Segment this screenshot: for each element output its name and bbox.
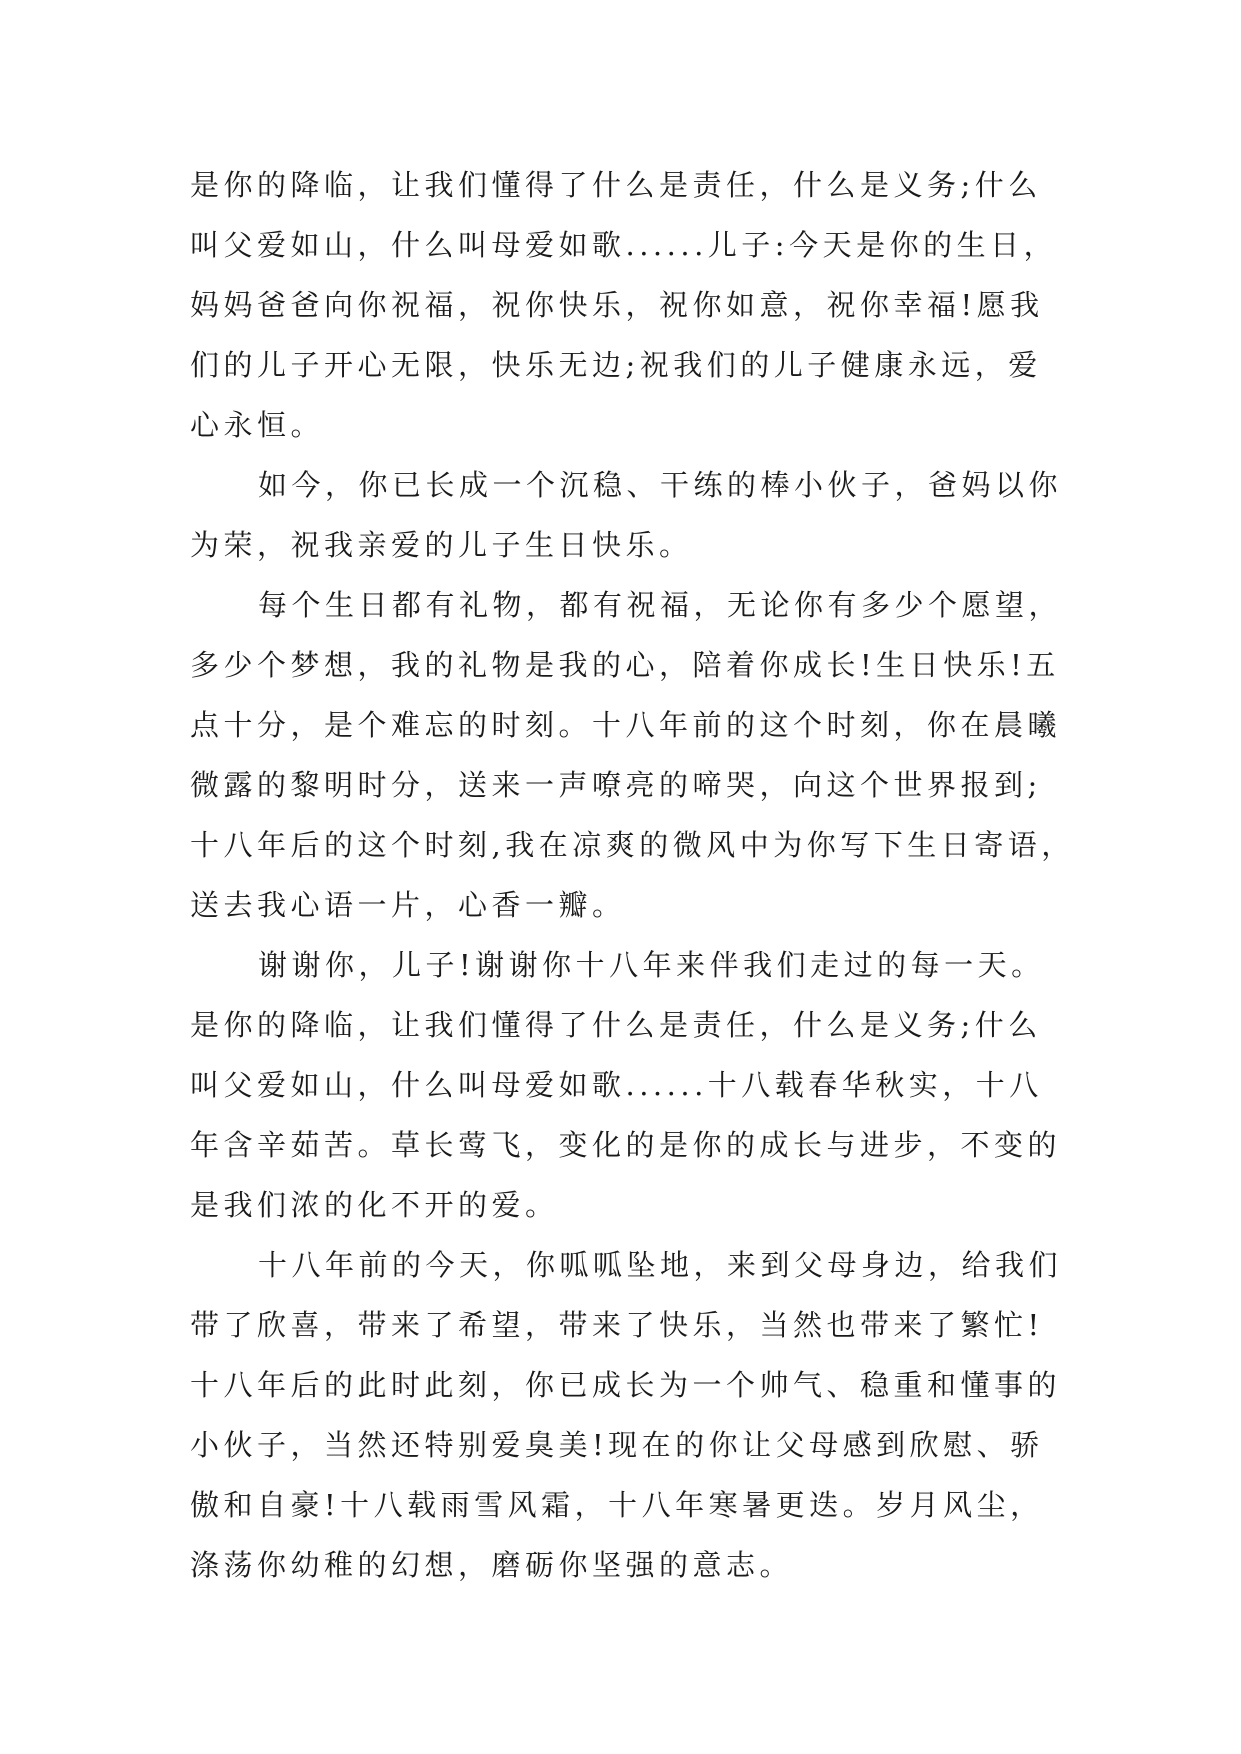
text-line: 为荣，祝我亲爱的儿子生日快乐。 <box>190 528 693 562</box>
text-line: 是你的降临，让我们懂得了什么是责任，什么是义务;什么 <box>190 1008 1042 1042</box>
text-line: 叫父爱如山，什么叫母爱如歌......儿子:今天是你的生日， <box>190 228 1058 262</box>
text-line: 是我们浓的化不开的爱。 <box>190 1188 559 1222</box>
text-line: 小伙子，当然还特别爱臭美!现在的你让父母感到欣慰、骄 <box>190 1428 1044 1462</box>
text-line: 送去我心语一片，心香一瓣。 <box>190 888 626 922</box>
text-line: 多少个梦想，我的礼物是我的心，陪着你成长!生日快乐!五 <box>190 648 1060 682</box>
text-line: 们的儿子开心无限，快乐无边;祝我们的儿子健康永远，爱 <box>190 348 1042 382</box>
text-line: 妈妈爸爸向你祝福，祝你快乐，祝你如意，祝你幸福!愿我 <box>190 288 1044 322</box>
paragraph-first-line: 谢谢你，儿子!谢谢你十八年来伴我们走过的每一天。 <box>258 948 1045 982</box>
paragraph-first-line: 如今，你已长成一个沉稳、干练的棒小伙子，爸妈以你 <box>258 468 1063 502</box>
text-line: 傲和自豪!十八载雨雪风霜，十八年寒暑更迭。岁月风尘， <box>190 1488 1044 1522</box>
text-line: 年含辛茹苦。草长莺飞，变化的是你的成长与进步，不变的 <box>190 1128 1062 1162</box>
text-line: 十八年后的此时此刻，你已成长为一个帅气、稳重和懂事的 <box>190 1368 1062 1402</box>
text-line: 是你的降临，让我们懂得了什么是责任，什么是义务;什么 <box>190 168 1042 202</box>
paragraph-first-line: 十八年前的今天，你呱呱坠地，来到父母身边，给我们 <box>258 1248 1063 1282</box>
text-line: 涤荡你幼稚的幻想，磨砺你坚强的意志。 <box>190 1548 794 1582</box>
document-body <box>190 155 1075 1595</box>
text-line: 叫父爱如山，什么叫母爱如歌......十八载春华秋实，十八 <box>190 1068 1043 1102</box>
text-line: 心永恒。 <box>190 408 325 442</box>
text-line: 带了欣喜，带来了希望，带来了快乐，当然也带来了繁忙! <box>190 1308 1044 1342</box>
paragraph-first-line: 每个生日都有礼物，都有祝福，无论你有多少个愿望， <box>258 588 1063 622</box>
text-line: 微露的黎明时分，送来一声嘹亮的啼哭，向这个世界报到; <box>190 768 1042 802</box>
text-line: 十八年后的这个时刻,我在凉爽的微风中为你写下生日寄语， <box>190 828 1075 862</box>
text-line: 点十分，是个难忘的时刻。十八年前的这个时刻，你在晨曦 <box>190 708 1062 742</box>
